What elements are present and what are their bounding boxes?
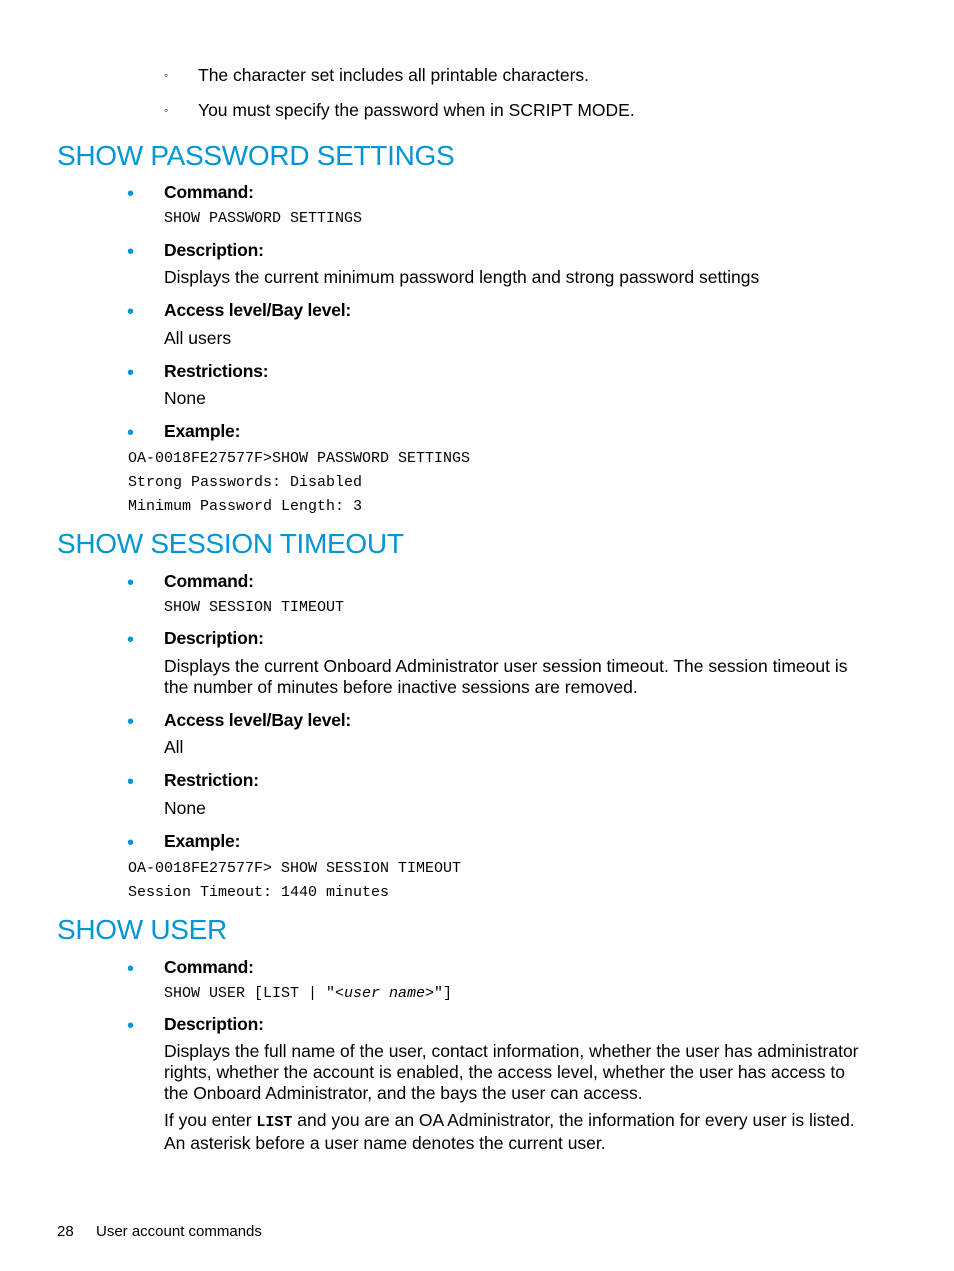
list-item: The character set includes all printable characters. (198, 65, 590, 85)
bullet-icon: • (127, 629, 135, 651)
command-placeholder: user name (344, 985, 426, 1002)
description-text: Displays the current minimum password length and strong password settings (164, 267, 760, 287)
sub-bullet-icon: ◦ (164, 103, 169, 117)
description-text: Displays the full name of the user, contact information, whether the user has administrator rights, whether the account is enabled, the access level, whether the user has access to the Onboard Administrator, and the bays the user can access. (164, 1041, 859, 1103)
bullet-icon: • (127, 711, 135, 733)
description-label: Description: (164, 1014, 264, 1034)
bullet-icon: • (127, 832, 135, 854)
bullet-icon: • (127, 241, 135, 263)
bullet-icon: • (127, 183, 135, 205)
command-label: Command: (164, 182, 254, 202)
description-text: Displays the current Onboard Administrator user session timeout. The session timeout is the number of minutes before inactive sessions are removed. (164, 656, 848, 697)
access-level-label: Access level/Bay level: (164, 710, 352, 730)
bullet-icon: • (127, 1015, 135, 1037)
restrictions-text: None (164, 388, 206, 408)
command-text: SHOW SESSION TIMEOUT (164, 599, 345, 616)
example-line: OA-0018FE27577F> SHOW SESSION TIMEOUT (128, 860, 462, 877)
restrictions-text: None (164, 798, 206, 818)
sub-bullet-icon: ◦ (164, 68, 169, 82)
section-heading-show-user: SHOW USER (57, 914, 227, 945)
bullet-icon: • (127, 362, 135, 384)
example-line: Minimum Password Length: 3 (128, 498, 363, 515)
command-prefix: SHOW USER [LIST | "< (164, 985, 345, 1002)
list-item: You must specify the password when in SCRIPT MODE. (198, 100, 635, 120)
description-2-suffix: and you are an OA Administrator, the information for every user is listed. An asterisk before a user name denotes the current user. (164, 1110, 855, 1153)
chapter-title: User account commands (96, 1223, 262, 1240)
command-text (164, 985, 452, 1002)
command-label: Command: (164, 571, 254, 591)
access-level-text: All (164, 737, 184, 757)
section-heading-show-session-timeout: SHOW SESSION TIMEOUT (57, 528, 404, 559)
bullet-icon: • (127, 958, 135, 980)
command-text: SHOW PASSWORD SETTINGS (164, 210, 363, 227)
command-suffix: >"] (425, 985, 453, 1002)
bullet-icon: • (127, 771, 135, 793)
example-label: Example: (164, 421, 241, 441)
command-label: Command: (164, 957, 254, 977)
page-number: 28 (57, 1223, 74, 1240)
description-text-2 (164, 1110, 859, 1154)
example-line: Strong Passwords: Disabled (128, 474, 363, 491)
bullet-icon: • (127, 422, 135, 444)
access-level-text: All users (164, 328, 232, 348)
access-level-label: Access level/Bay level: (164, 300, 352, 320)
description-label: Description: (164, 628, 264, 648)
example-line: Session Timeout: 1440 minutes (128, 884, 390, 901)
restrictions-label: Restrictions: (164, 361, 269, 381)
inline-code: LIST (256, 1114, 293, 1131)
description-2-prefix: If you enter (164, 1110, 257, 1130)
example-line: OA-0018FE27577F>SHOW PASSWORD SETTINGS (128, 450, 471, 467)
restrictions-label: Restriction: (164, 770, 259, 790)
bullet-icon: • (127, 301, 135, 323)
example-label: Example: (164, 831, 241, 851)
description-label: Description: (164, 240, 264, 260)
section-heading-show-password-settings: SHOW PASSWORD SETTINGS (57, 140, 455, 171)
bullet-icon: • (127, 572, 135, 594)
